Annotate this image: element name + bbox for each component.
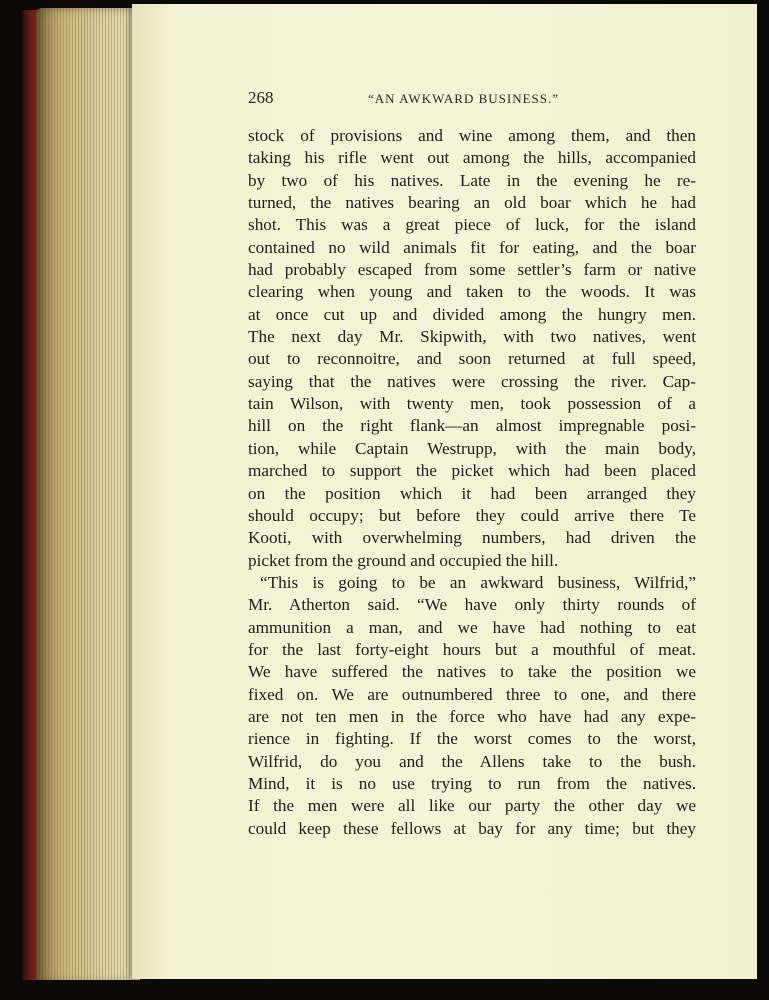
text-line: ammunition a man, and we have had nothing to eat: [248, 617, 696, 637]
body-text: [248, 125, 696, 840]
text-line: fixed on. We are outnumbered three to one, and there: [248, 684, 696, 704]
text-line: taking his rifle went out among the hills, accompanied: [248, 148, 696, 168]
text-line: Mind, it is no use trying to run from the natives.: [248, 773, 696, 793]
text-line: stock of provisions and wine among them, and then: [248, 126, 696, 145]
text-line: tion, while Captain Westrupp, with the main body,: [248, 438, 696, 458]
text-line: We have suffered the natives to take the position we: [248, 662, 696, 682]
text-line: rience in fighting. If the worst comes to the worst,: [248, 729, 696, 749]
text-line: shot. This was a great piece of luck, for the island: [248, 215, 696, 235]
text-line: for the last forty-eight hours but a mouthful of meat.: [248, 639, 696, 659]
text-line: by two of his natives. Late in the evening he re-: [248, 170, 696, 190]
text-line: The next day Mr. Skipwith, with two natives, went: [248, 327, 696, 347]
text-line: hill on the right flank—an almost impregnable posi-: [248, 416, 696, 436]
text-line: at once cut up and divided among the hungry men.: [248, 304, 696, 324]
text-line: should occupy; but before they could arrive there Te: [248, 505, 696, 525]
text-line: picket from the ground and occupied the hill.: [248, 550, 559, 570]
text-line: are not ten men in the force who have had any expe-: [248, 706, 696, 726]
text-line: out to reconnoitre, and soon returned at full speed,: [248, 349, 696, 369]
text-line: Wilfrid, do you and the Allens take to the bush.: [248, 751, 696, 771]
text-line: had probably escaped from some settler’s farm or native: [248, 260, 696, 280]
text-line: on the position which it had been arranged they: [248, 483, 696, 503]
page-header: [248, 88, 698, 112]
text-line: Kooti, with overwhelming numbers, had driven the: [248, 528, 696, 548]
running-head: “AN AWKWARD BUSINESS.”: [368, 91, 560, 106]
bottom-background: [0, 980, 769, 1000]
text-line: If the men were all like our party the other day we: [248, 796, 696, 816]
page-number: 268: [248, 88, 274, 107]
text-line: Mr. Atherton said. “We have only thirty rounds of: [248, 595, 696, 615]
text-line: could keep these fellows at bay for any time; but they: [248, 818, 696, 838]
right-background: [757, 0, 769, 1000]
text-line: turned, the natives bearing an old boar which he had: [248, 193, 696, 213]
text-line: “This is going to be an awkward business, Wilfrid,”: [260, 572, 696, 592]
text-line: tain Wilson, with twenty men, took possession of a: [248, 394, 696, 414]
text-line: marched to support the picket which had been placed: [248, 461, 696, 481]
text-line: contained no wild animals fit for eating, and the boar: [248, 237, 696, 257]
page-edges: [36, 8, 140, 983]
text-line: clearing when young and taken to the woods. It was: [248, 282, 696, 302]
text-line: saying that the natives were crossing the river. Cap-: [248, 371, 696, 391]
